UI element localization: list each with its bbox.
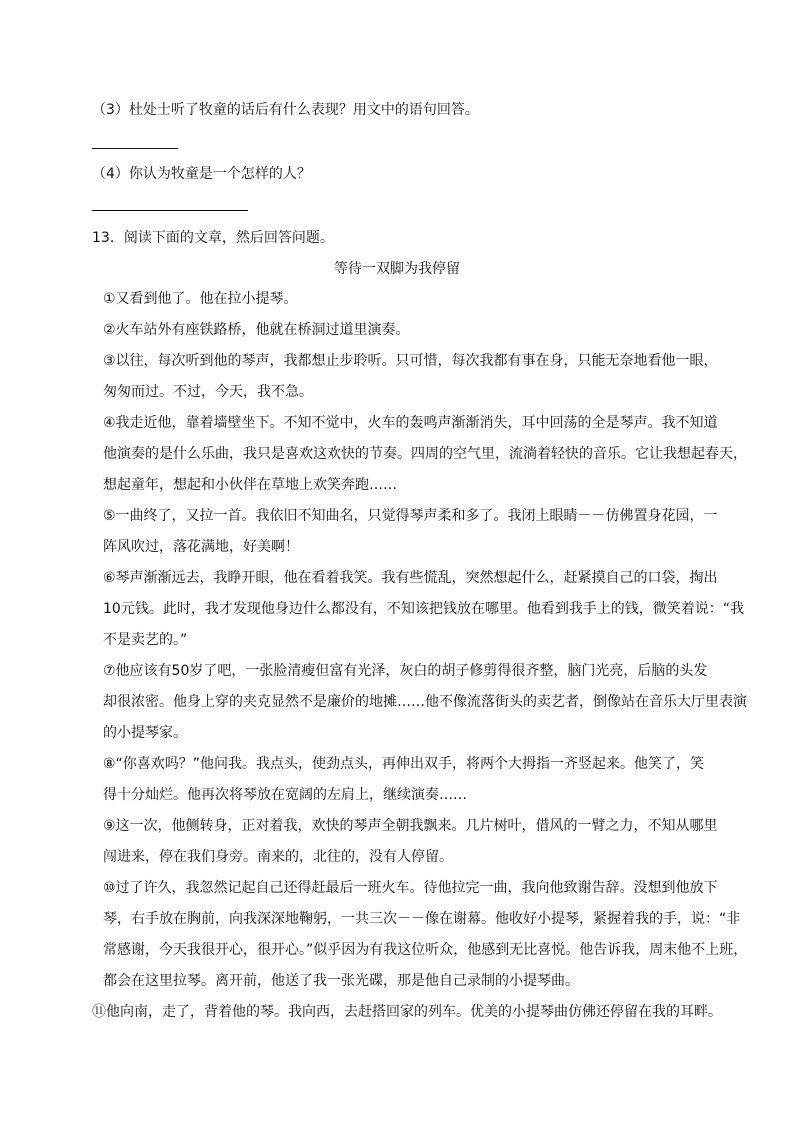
paragraph-line: 常感谢，今天我很开心，很开心。”似乎因为有我这位听众，他感到无比喜悦。他告诉我，周末他不上班， [103,942,748,958]
paragraph-line: ④我走近他，靠着墙壁坐下。不知不觉中，火车的轰鸣声渐渐消失，耳中回荡的全是琴声。我不知道 [103,415,718,431]
paragraph-line: ⑥琴声渐渐远去，我睁开眼，他在看着我笑。我有些慌乱，突然想起什么，赶紧摸自己的口袋，掏出 [103,570,718,586]
paragraph-line: 却很浓密。他身上穿的夹克显然不是廉价的地摊……他不像流落街头的卖艺者，倒像站在音乐大厅里表演 [103,694,747,710]
paragraph-line: ⑧“你喜欢吗？”他问我。我点头，使劲点头，再伸出双手，将两个大拇指一齐竖起来。他笑了，笑 [103,756,705,772]
paragraph-line: 想起童年，想起和小伙伴在草地上欢笑奔跑…… [103,477,397,493]
paragraph-line: 得十分灿烂。他再次将琴放在宽阔的左肩上，继续演奏…… [103,787,467,803]
article-title: 等待一双脚为我停留 [334,261,460,277]
paragraph-line: ⑤一曲终了，又拉一首。我依旧不知曲名，只觉得琴声柔和多了。我闭上眼睛－－仿佛置身花园，一 [103,508,718,524]
question-3: （3）杜处士听了牧童的话后有什么表现？用文中的语句回答。 [92,102,479,118]
paragraph-line: ②火车站外有座铁路桥，他就在桥洞过道里演奏。 [103,322,410,338]
paragraph-line: 都会在这里拉琴。离开前，他送了我一张光碟，那是他自己录制的小提琴曲。 [103,973,579,989]
paragraph-line: ③以往，每次听到他的琴声，我都想止步聆听。只可惜，每次我都有事在身，只能无奈地看他一眼， [103,353,718,369]
paragraph-line: 阵风吹过，落花满地，好美啊！ [103,539,299,555]
paragraph-line: ⑪他向南，走了，背着他的琴。我向西，去赶搭回家的列车。优美的小提琴曲仿佛还停留在我的耳畔。 [92,1004,722,1020]
paragraph-line: ⑩过了许久，我忽然记起自己还得赶最后一班火车。待他拉完一曲，我向他致谢告辞。没想到他放下 [103,880,718,896]
paragraph-line: ⑦他应该有50岁了吧，一张脸清瘦但富有光泽，灰白的胡子修剪得很齐整，脑门光亮，后脑的头发 [103,663,708,679]
paragraph-line: 不是卖艺的。” [103,632,188,648]
paragraph-line: 他演奏的是什么乐曲，我只是喜欢这欢快的节奏。四周的空气里，流淌着轻快的音乐。它让我想起春天， [103,446,747,462]
paragraph-line: 闯进来，停在我们身旁。南来的，北往的，没有人停留。 [103,849,453,865]
paragraph-line: ①又看到他了。他在拉小提琴。 [103,291,298,307]
answer-blank-3[interactable] [92,148,178,149]
paragraph-line: 的小提琴家。 [103,725,187,741]
paragraph-line: 10元钱。此时，我才发现他身边什么都没有，不知该把钱放在哪里。他看到我手上的钱，微笑着说：“我 [103,601,745,617]
paragraph-line: 匆匆而过。不过，今天，我不急。 [103,384,313,400]
paragraph-line: 琴，右手放在胸前，向我深深地鞠躬，一共三次－－像在谢幕。他收好小提琴，紧握着我的手，说：“非 [103,911,741,927]
answer-blank-4[interactable] [92,210,248,211]
question-13-intro: 13．阅读下面的文章，然后回答问题。 [92,230,334,246]
question-4: （4）你认为牧童是一个怎样的人？ [92,166,311,182]
paragraph-line: ⑨这一次，他侧转身，正对着我，欢快的琴声全朝我飘来。几片树叶，借风的一臂之力，不知从哪里 [103,818,718,834]
